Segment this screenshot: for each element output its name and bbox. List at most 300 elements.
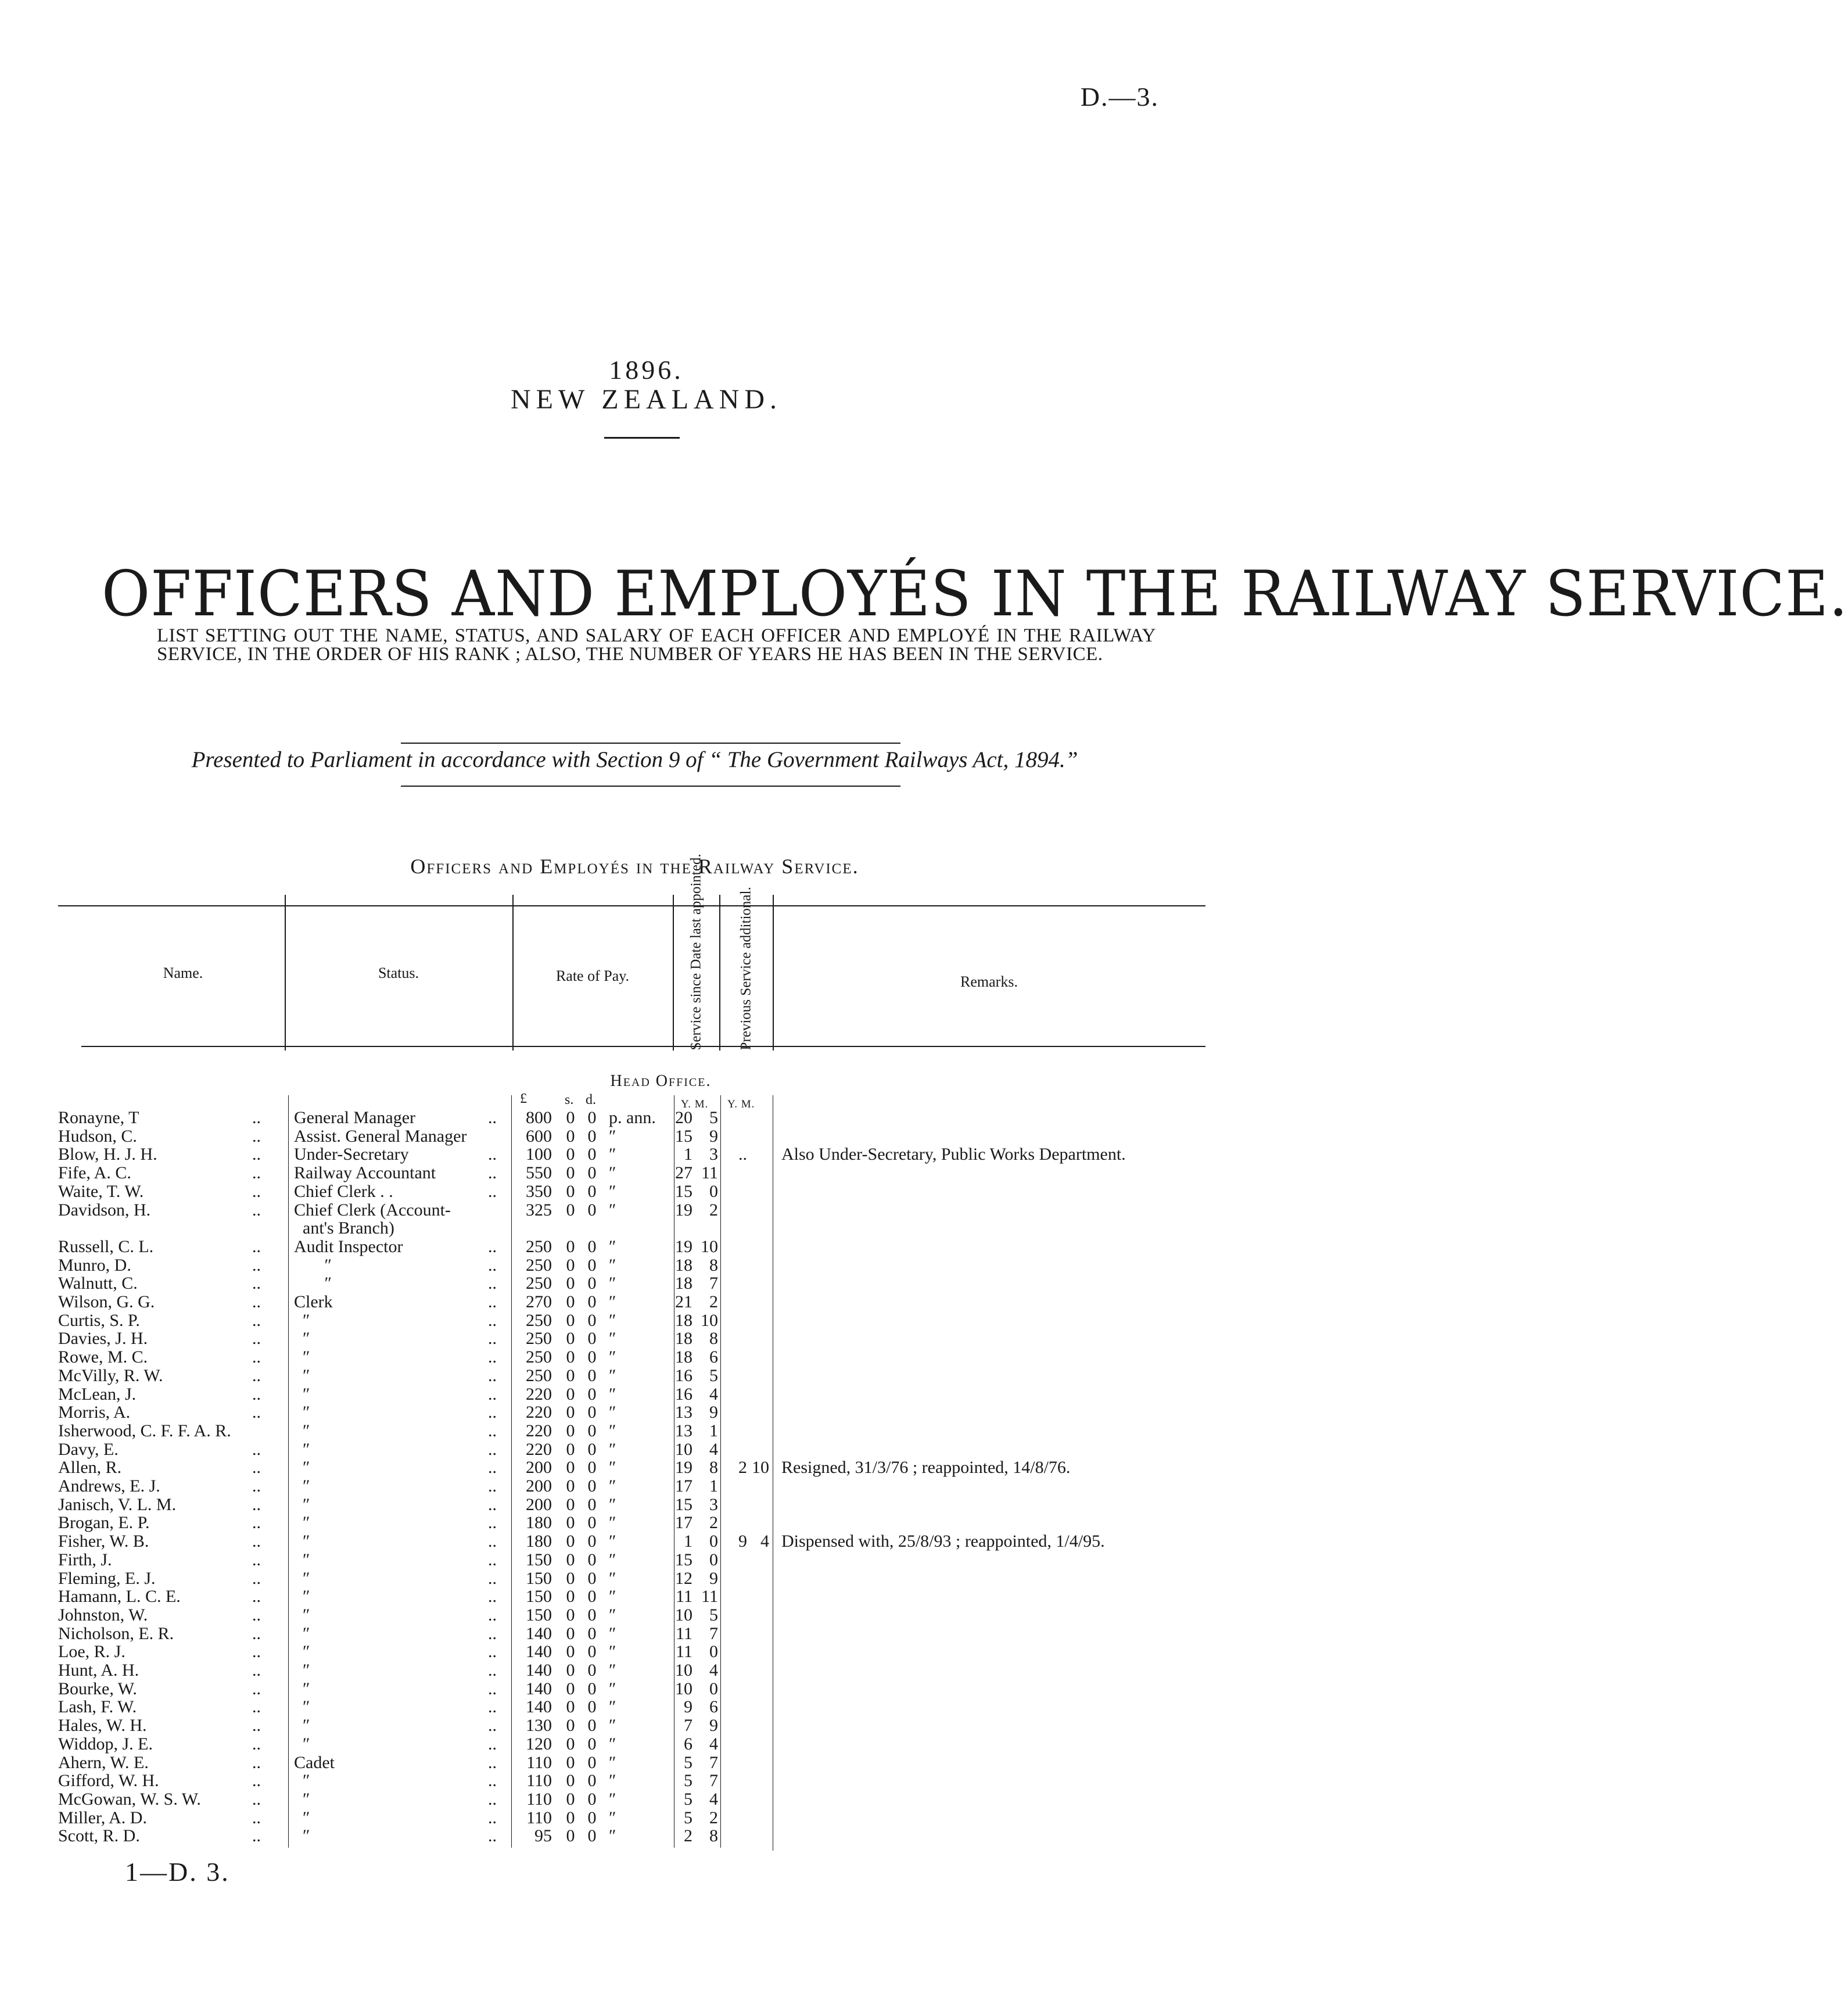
row-service-years: 1: [684, 1532, 692, 1551]
unit-shillings: s.: [565, 1092, 574, 1107]
row-pence: 0: [587, 1513, 597, 1533]
row-service-months: 5: [709, 1605, 718, 1625]
row-pounds: 270: [526, 1292, 552, 1311]
row-service-months: 5: [709, 1108, 718, 1127]
row-pence: 0: [587, 1623, 597, 1643]
row-status: Clerk: [294, 1292, 333, 1311]
table-row: [0, 1772, 1269, 1790]
table-row: [0, 1182, 1269, 1201]
col-head-status: Status.: [378, 965, 419, 981]
row-pence: 0: [587, 1292, 597, 1311]
row-shillings: 0: [566, 1476, 575, 1496]
row-service-years: 15: [675, 1494, 692, 1514]
row-service-years: 21: [675, 1292, 692, 1311]
row-status: ″: [294, 1642, 310, 1662]
row-pence: 0: [587, 1347, 597, 1367]
row-leader: ..: [252, 1789, 261, 1809]
row-name: Davidson, H.: [58, 1200, 151, 1220]
row-pence: 0: [587, 1329, 597, 1349]
row-leader: ..: [252, 1181, 261, 1201]
row-shillings: 0: [566, 1403, 575, 1422]
row-service-months: 4: [709, 1789, 718, 1809]
row-leader: ..: [488, 1384, 497, 1404]
row-name: McGowan, W. S. W.: [58, 1789, 201, 1809]
table-row: [0, 1367, 1269, 1385]
row-shillings: 0: [566, 1126, 575, 1146]
table-row: [0, 1164, 1269, 1182]
row-shillings: 0: [566, 1439, 575, 1459]
row-name: Walnutt, C.: [58, 1274, 138, 1293]
row-status: ″: [294, 1550, 310, 1569]
row-leader: ..: [488, 1421, 497, 1440]
row-per-annum: ″: [609, 1181, 616, 1201]
row-status: ″: [294, 1347, 310, 1367]
row-service-years: 11: [676, 1587, 692, 1607]
table-row: [0, 1256, 1269, 1275]
row-name: Widdop, J. E.: [58, 1734, 153, 1754]
row-leader: ..: [252, 1494, 261, 1514]
row-leader: ..: [252, 1587, 261, 1607]
row-service-years: 15: [675, 1550, 692, 1569]
row-per-annum: ″: [609, 1329, 616, 1349]
table-row: [0, 1735, 1269, 1754]
row-per-annum: ″: [609, 1292, 616, 1311]
row-service-years: 5: [684, 1752, 692, 1772]
table-row: [0, 1625, 1269, 1643]
row-service-months: 0: [709, 1532, 718, 1551]
row-shillings: 0: [566, 1200, 575, 1220]
row-leader: ..: [488, 1365, 497, 1385]
row-service-months: 10: [701, 1236, 718, 1256]
row-pence: 0: [587, 1200, 597, 1220]
row-service-months: 4: [709, 1734, 718, 1754]
row-status: ″: [294, 1697, 310, 1717]
row-name: Brogan, E. P.: [58, 1513, 150, 1533]
row-service-years: 5: [684, 1771, 692, 1791]
row-leader: ..: [488, 1752, 497, 1772]
row-name: Russell, C. L.: [58, 1236, 154, 1256]
row-leader: ..: [488, 1181, 497, 1201]
table-row: [0, 1827, 1269, 1845]
row-previous-years: ..: [738, 1145, 747, 1164]
row-leader: ..: [252, 1808, 261, 1827]
row-pounds: 140: [526, 1642, 552, 1662]
row-shillings: 0: [566, 1384, 575, 1404]
row-service-years: 15: [675, 1126, 692, 1146]
row-leader: ..: [488, 1108, 497, 1127]
row-per-annum: ″: [609, 1476, 616, 1496]
col-head-name: Name.: [163, 965, 203, 981]
row-name: Lash, F. W.: [58, 1697, 137, 1717]
row-pence: 0: [587, 1789, 597, 1809]
row-service-years: 11: [676, 1642, 692, 1662]
row-leader: ..: [488, 1476, 497, 1496]
col-head-remarks: Remarks.: [960, 973, 1018, 990]
col-head-rate: Rate of Pay.: [555, 967, 630, 984]
row-service-months: 4: [709, 1439, 718, 1459]
row-leader: ..: [488, 1661, 497, 1680]
row-pence: 0: [587, 1181, 597, 1201]
table-row: [0, 1661, 1269, 1680]
row-per-annum: ″: [609, 1568, 616, 1588]
row-name: Scott, R. D.: [58, 1826, 140, 1846]
table-header-bottom-rule: [81, 1046, 1205, 1047]
row-per-annum: ″: [609, 1771, 616, 1791]
row-pounds: 110: [526, 1752, 552, 1772]
row-pence: 0: [587, 1826, 597, 1846]
row-leader: ..: [488, 1642, 497, 1662]
row-service-years: 13: [675, 1403, 692, 1422]
row-status: ″: [294, 1568, 310, 1588]
row-service-months: 8: [709, 1255, 718, 1275]
row-leader: ..: [488, 1734, 497, 1754]
row-pounds: 250: [526, 1236, 552, 1256]
row-pence: 0: [587, 1605, 597, 1625]
table-row: [0, 1127, 1269, 1146]
row-service-years: 1: [684, 1145, 692, 1164]
row-status: ″: [294, 1310, 310, 1330]
row-status: Railway Accountant: [294, 1163, 436, 1183]
row-leader: ..: [488, 1697, 497, 1717]
row-leader: ..: [488, 1623, 497, 1643]
table-row: [0, 1569, 1269, 1588]
row-pounds: 800: [526, 1108, 552, 1127]
row-service-years: 10: [675, 1679, 692, 1698]
row-pounds: 220: [526, 1403, 552, 1422]
row-leader: ..: [488, 1568, 497, 1588]
row-status: Audit Inspector: [294, 1236, 403, 1256]
row-service-months: 9: [709, 1403, 718, 1422]
row-service-years: 15: [675, 1181, 692, 1201]
unit-previous-ym: Y. M.: [727, 1098, 755, 1110]
row-shillings: 0: [566, 1826, 575, 1846]
row-status: ″: [294, 1384, 310, 1404]
row-service-years: 18: [675, 1255, 692, 1275]
presented-rule-top: [401, 743, 900, 744]
row-leader: ..: [252, 1642, 261, 1662]
row-leader: ..: [252, 1605, 261, 1625]
row-shillings: 0: [566, 1163, 575, 1183]
table-row: [0, 1348, 1269, 1367]
row-shillings: 0: [566, 1716, 575, 1736]
row-shillings: 0: [566, 1255, 575, 1275]
row-service-years: 10: [675, 1439, 692, 1459]
row-pence: 0: [587, 1163, 597, 1183]
row-pence: 0: [587, 1587, 597, 1607]
row-shillings: 0: [566, 1292, 575, 1311]
main-title: OFFICERS AND EMPLOYÉS IN THE RAILWAY SERVICE.: [102, 558, 1848, 630]
row-service-years: 6: [684, 1734, 692, 1754]
row-pounds: 250: [526, 1274, 552, 1293]
page-reference: D.—3.: [1080, 82, 1159, 112]
row-status: Under-Secretary: [294, 1145, 409, 1164]
row-service-months: 1: [709, 1421, 718, 1440]
row-name: Hales, W. H.: [58, 1716, 147, 1736]
row-leader: ..: [252, 1826, 261, 1846]
row-pounds: 220: [526, 1421, 552, 1440]
row-per-annum: ″: [609, 1752, 616, 1772]
row-status: ″: [294, 1329, 310, 1349]
row-leader: ..: [488, 1145, 497, 1164]
row-service-months: 0: [709, 1679, 718, 1698]
row-leader: ..: [252, 1108, 261, 1127]
row-pounds: 325: [526, 1200, 552, 1220]
row-pounds: 200: [526, 1476, 552, 1496]
row-pounds: 600: [526, 1126, 552, 1146]
table-row: [0, 1238, 1269, 1256]
presented-to-parliament: Presented to Parliament in accordance with Section 9 of “ The Government Railways Act, 1894.”: [191, 747, 1078, 772]
row-leader: ..: [252, 1145, 261, 1164]
row-name: Isherwood, C. F. F. A. R.: [58, 1421, 231, 1440]
row-leader: ..: [252, 1439, 261, 1459]
row-status: ″: [294, 1771, 310, 1791]
row-per-annum: ″: [609, 1200, 616, 1220]
row-pounds: 150: [526, 1550, 552, 1569]
row-name: Rowe, M. C.: [58, 1347, 148, 1367]
row-name: Miller, A. D.: [58, 1808, 147, 1827]
table-top-rule: [58, 905, 1205, 906]
row-service-years: 13: [675, 1421, 692, 1440]
row-per-annum: ″: [609, 1458, 616, 1478]
row-shillings: 0: [566, 1623, 575, 1643]
row-leader: ..: [488, 1679, 497, 1698]
row-leader: ..: [488, 1826, 497, 1846]
row-service-months: 8: [709, 1826, 718, 1846]
row-pence: 0: [587, 1476, 597, 1496]
row-leader: ..: [488, 1532, 497, 1551]
unit-service-ym: Y. M.: [681, 1098, 709, 1110]
col-divider: [719, 895, 720, 1051]
row-leader: ..: [252, 1200, 261, 1220]
col-head-previous-service: Previous Service additional.: [738, 887, 754, 1051]
row-status: ″: [294, 1826, 310, 1846]
row-pounds: 130: [526, 1716, 552, 1736]
row-remarks: Also Under-Secretary, Public Works Department.: [781, 1145, 1126, 1164]
col-head-service-since: Service since Date last appointed.: [688, 854, 704, 1051]
row-service-months: 2: [709, 1808, 718, 1827]
row-per-annum: ″: [609, 1679, 616, 1698]
row-pence: 0: [587, 1661, 597, 1680]
unit-pounds: £: [520, 1091, 527, 1106]
row-status: ″: [294, 1605, 310, 1625]
row-pounds: 140: [526, 1661, 552, 1680]
row-pounds: 150: [526, 1605, 552, 1625]
table-row: [0, 1274, 1269, 1293]
row-pounds: 550: [526, 1163, 552, 1183]
row-leader: ..: [488, 1771, 497, 1791]
row-pounds: 220: [526, 1439, 552, 1459]
row-leader: ..: [488, 1789, 497, 1809]
row-service-months: 3: [709, 1494, 718, 1514]
row-leader: ..: [488, 1274, 497, 1293]
table-row: [0, 1606, 1269, 1625]
row-previous-years: 9: [738, 1532, 747, 1551]
row-name: Allen, R.: [58, 1458, 122, 1478]
row-service-months: 8: [709, 1458, 718, 1478]
row-leader: ..: [252, 1126, 261, 1146]
row-service-years: 19: [675, 1458, 692, 1478]
row-service-months: 9: [709, 1568, 718, 1588]
row-leader: ..: [488, 1716, 497, 1736]
row-status: ″: [294, 1679, 310, 1698]
row-shillings: 0: [566, 1605, 575, 1625]
row-service-years: 12: [675, 1568, 692, 1588]
row-leader: ..: [488, 1494, 497, 1514]
row-per-annum: ″: [609, 1697, 616, 1717]
presented-rule-bottom: [401, 786, 900, 787]
row-leader: ..: [252, 1532, 261, 1551]
row-per-annum: ″: [609, 1255, 616, 1275]
row-shillings: 0: [566, 1458, 575, 1478]
subtitle: LIST SETTING OUT THE NAME, STATUS, AND SALARY OF EACH OFFICER AND EMPLOYÉ IN THE RAILWAY SERVICE, IN THE ORDER OF HIS RANK ; ALSO, THE NUMBER OF YEARS HE HAS BEEN IN THE SERVICE.: [157, 625, 1156, 665]
row-status: ″: [294, 1734, 310, 1754]
row-status: ″: [294, 1532, 310, 1551]
row-leader: ..: [488, 1808, 497, 1827]
table-title: Officers and Employés in the Railway Service.: [410, 855, 859, 878]
row-per-annum: ″: [609, 1789, 616, 1809]
row-leader: ..: [252, 1550, 261, 1569]
row-status: General Manager: [294, 1108, 416, 1127]
row-status: ″: [294, 1623, 310, 1643]
row-name: McVilly, R. W.: [58, 1365, 163, 1385]
row-pence: 0: [587, 1439, 597, 1459]
row-pence: 0: [587, 1568, 597, 1588]
row-per-annum: ″: [609, 1605, 616, 1625]
row-per-annum: ″: [609, 1145, 616, 1164]
row-pounds: 140: [526, 1697, 552, 1717]
row-name: Blow, H. J. H.: [58, 1145, 157, 1164]
row-status: ″: [294, 1274, 332, 1293]
row-service-months: 2: [709, 1200, 718, 1220]
row-per-annum: ″: [609, 1734, 616, 1754]
row-pounds: 140: [526, 1679, 552, 1698]
row-name: Waite, T. W.: [58, 1181, 144, 1201]
row-status: ″: [294, 1458, 310, 1478]
row-status: ″: [294, 1494, 310, 1514]
row-service-months: 8: [709, 1329, 718, 1349]
row-leader: ..: [488, 1347, 497, 1367]
row-per-annum: ″: [609, 1623, 616, 1643]
row-status: ″: [294, 1403, 310, 1422]
row-per-annum: ″: [609, 1236, 616, 1256]
row-pence: 0: [587, 1384, 597, 1404]
row-service-months: 0: [709, 1550, 718, 1569]
row-name: Nicholson, E. R.: [58, 1623, 174, 1643]
row-pounds: 250: [526, 1329, 552, 1349]
row-leader: ..: [252, 1661, 261, 1680]
row-status: ″: [294, 1587, 310, 1607]
row-service-years: 19: [675, 1200, 692, 1220]
row-service-months: 6: [709, 1347, 718, 1367]
row-pounds: 200: [526, 1494, 552, 1514]
table-row: [0, 1109, 1269, 1127]
row-pence: 0: [587, 1421, 597, 1440]
col-divider: [773, 895, 774, 1051]
row-per-annum: ″: [609, 1421, 616, 1440]
row-pence: 0: [587, 1752, 597, 1772]
row-pounds: 95: [534, 1826, 552, 1846]
row-name: Munro, D.: [58, 1255, 131, 1275]
row-per-annum: ″: [609, 1310, 616, 1330]
row-service-months: 6: [709, 1697, 718, 1717]
row-shillings: 0: [566, 1513, 575, 1533]
row-shillings: 0: [566, 1661, 575, 1680]
table-row: [0, 1698, 1269, 1716]
row-status: Assist. General Manager: [294, 1126, 467, 1146]
row-status: ″: [294, 1439, 310, 1459]
row-pounds: 150: [526, 1568, 552, 1588]
row-service-years: 17: [675, 1476, 692, 1496]
row-service-months: 4: [709, 1384, 718, 1404]
row-service-months: 11: [701, 1587, 718, 1607]
row-leader: ..: [252, 1752, 261, 1772]
row-name: Fife, A. C.: [58, 1163, 131, 1183]
row-service-years: 17: [675, 1513, 692, 1533]
row-shillings: 0: [566, 1568, 575, 1588]
row-service-years: 27: [675, 1163, 692, 1183]
row-leader: ..: [488, 1403, 497, 1422]
row-pence: 0: [587, 1494, 597, 1514]
footer-reference: 1—D. 3.: [125, 1857, 230, 1887]
row-leader: ..: [488, 1310, 497, 1330]
row-shillings: 0: [566, 1752, 575, 1772]
table-row: [0, 1809, 1269, 1827]
row-pence: 0: [587, 1236, 597, 1256]
table-row: [0, 1385, 1269, 1404]
row-pounds: 220: [526, 1384, 552, 1404]
row-leader: ..: [488, 1163, 497, 1183]
row-name: Johnston, W.: [58, 1605, 148, 1625]
row-name: Hudson, C.: [58, 1126, 137, 1146]
row-shillings: 0: [566, 1808, 575, 1827]
row-leader: ..: [252, 1310, 261, 1330]
row-service-months: 7: [709, 1623, 718, 1643]
row-service-years: 18: [675, 1274, 692, 1293]
row-status: ″: [294, 1716, 310, 1736]
row-per-annum: ″: [609, 1642, 616, 1662]
row-name: Loe, R. J.: [58, 1642, 125, 1662]
row-status: ″: [294, 1513, 310, 1533]
row-name: Morris, A.: [58, 1403, 131, 1422]
table-row: [0, 1458, 1269, 1477]
table-row: [0, 1680, 1269, 1698]
row-name: Ronayne, T: [58, 1108, 139, 1127]
table-row: [0, 1311, 1269, 1330]
row-shillings: 0: [566, 1145, 575, 1164]
row-leader: ..: [252, 1458, 261, 1478]
row-pence: 0: [587, 1642, 597, 1662]
table-row: [0, 1532, 1269, 1551]
table-row: [0, 1440, 1269, 1459]
row-previous-months: 10: [752, 1458, 769, 1478]
row-pence: 0: [587, 1310, 597, 1330]
row-service-years: 18: [675, 1310, 692, 1330]
row-leader: ..: [488, 1236, 497, 1256]
row-shillings: 0: [566, 1421, 575, 1440]
title-divider: [604, 437, 680, 439]
row-leader: ..: [252, 1476, 261, 1496]
row-leader: ..: [488, 1605, 497, 1625]
row-pounds: 140: [526, 1623, 552, 1643]
row-per-annum: ″: [609, 1808, 616, 1827]
row-status: Chief Clerk . .: [294, 1181, 393, 1201]
row-shillings: 0: [566, 1734, 575, 1754]
row-leader: ..: [252, 1236, 261, 1256]
table-row: [0, 1329, 1269, 1348]
row-name: Janisch, V. L. M.: [58, 1494, 177, 1514]
row-leader: ..: [252, 1623, 261, 1643]
row-shillings: 0: [566, 1181, 575, 1201]
